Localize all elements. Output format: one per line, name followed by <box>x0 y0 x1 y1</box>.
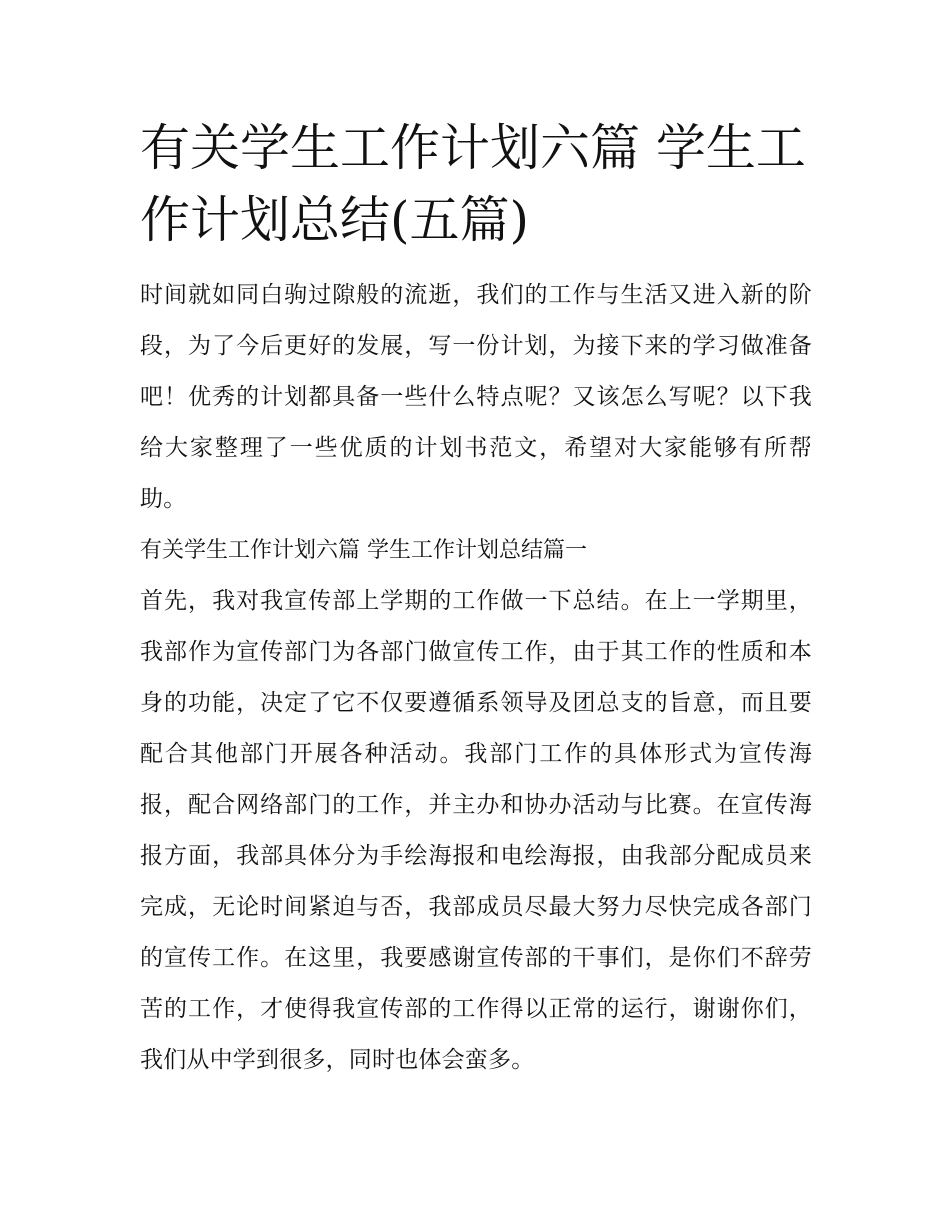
document-page <box>140 112 812 1086</box>
section-heading: 有关学生工作计划六篇 学生工作计划总结篇一 <box>140 538 587 563</box>
body-paragraph: 首先，我对我宣传部上学期的工作做一下总结。在上一学期里，我部作为宣传部门为各部门做宣传工作，由于其工作的性质和本身的功能，决定了它不仅要遵循系领导及团总支的旨意，而且要配合其他部门开展各种活动。我部门工作的具体形式为宣传海报，配合网络部门的工作，并主办和协办活动与比赛。在宣传海报方面，我部具体分为手绘海报和电绘海报，由我部分配成员来完成，无论时间紧迫与否，我部成员尽最大努力尽快完成各部门的宣传工作。在这里，我要感谢宣传部的干事们，是你们不辞劳苦的工作，才使得我宣传部的工作得以正常的运行，谢谢你们，我们从中学到很多，同时也体会蛮多。 <box>140 588 812 1073</box>
document-title: 有关学生工作计划六篇 学生工作计划总结(五篇) <box>140 119 806 249</box>
intro-paragraph: 时间就如同白驹过隙般的流逝，我们的工作与生活又进入新的阶段，为了今后更好的发展，写一份计划，为接下来的学习做准备吧！优秀的计划都具备一些什么特点呢？又该怎么写呢？以下我给大家整理了一些优质的计划书范文，希望对大家能够有所帮助。 <box>140 282 812 512</box>
